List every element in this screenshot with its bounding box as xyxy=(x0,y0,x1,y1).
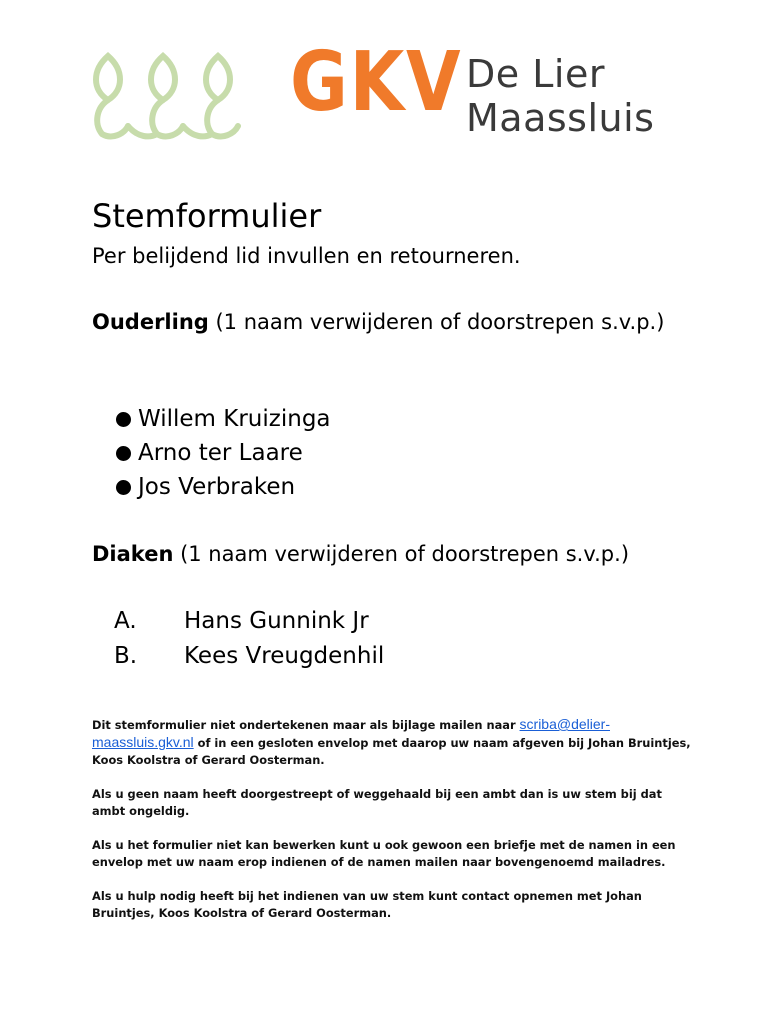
email-link[interactable]: scriba@delier-maassluis.gkv.nl xyxy=(92,716,610,750)
logo-line-1: De Lier xyxy=(466,52,605,96)
diaken-label: Diaken xyxy=(92,542,174,566)
candidate-name: Hans Gunnink Jr xyxy=(184,608,369,634)
candidate-name: Arno ter Laare xyxy=(138,440,303,466)
ouderling-heading xyxy=(92,306,692,338)
list-item[interactable] xyxy=(114,402,331,436)
logo-line-2: Maassluis xyxy=(466,96,655,140)
candidate-name: Kees Vreugdenhil xyxy=(184,643,385,669)
note-paragraph xyxy=(92,716,692,769)
note-text: Dit stemformulier niet ondertekenen maar als bijlage mailen naar xyxy=(92,718,520,732)
list-marker: A. xyxy=(114,608,137,634)
note-text: of in een gesloten envelop met daarop uw naam afgeven bij Johan Bruintjes, Koos Koolstra of Gerard Oosterman. xyxy=(92,736,691,767)
note-paragraph: Als u het formulier niet kan bewerken kunt u ook gewoon een briefje met de namen in een envelop met uw naam erop indienen of de namen mailen naar bovengenoemd mailadres. xyxy=(92,838,676,869)
page-subtitle: Per belijdend lid invullen en retourneren. xyxy=(92,244,521,268)
instructions-notes xyxy=(92,716,692,939)
list-item[interactable] xyxy=(114,604,384,639)
ouderling-instruction: (1 naam verwijderen of doorstrepen s.v.p.) xyxy=(208,310,665,334)
list-marker: B. xyxy=(114,643,138,669)
candidate-name: Jos Verbraken xyxy=(138,474,296,500)
logo-location xyxy=(466,52,654,140)
diaken-candidates xyxy=(114,604,384,674)
candidate-name: Willem Kruizinga xyxy=(138,406,331,432)
ouderling-label: Ouderling xyxy=(92,310,209,334)
list-item[interactable] xyxy=(114,470,331,504)
ouderling-candidates xyxy=(114,402,331,504)
list-item[interactable] xyxy=(114,639,384,674)
bullet-icon xyxy=(116,446,131,461)
note-paragraph: Als u geen naam heeft doorgestreept of weggehaald bij een ambt dan is uw stem bij dat ambt ongeldig. xyxy=(92,787,662,818)
diaken-instruction: (1 naam verwijderen of doorstrepen s.v.p.) xyxy=(173,542,630,566)
logo-gkv: GKV xyxy=(290,35,463,130)
bullet-icon xyxy=(116,480,131,495)
list-item[interactable] xyxy=(114,436,331,470)
diaken-heading xyxy=(92,538,692,570)
note-paragraph: Als u hulp nodig heeft bij het indienen van uw stem kunt contact opnemen met Johan Bruintjes, Koos Koolstra of Gerard Oosterman. xyxy=(92,889,642,920)
page-title: Stemformulier xyxy=(92,197,322,235)
bullet-icon xyxy=(116,412,131,427)
wheat-leaves-icon xyxy=(88,48,268,144)
